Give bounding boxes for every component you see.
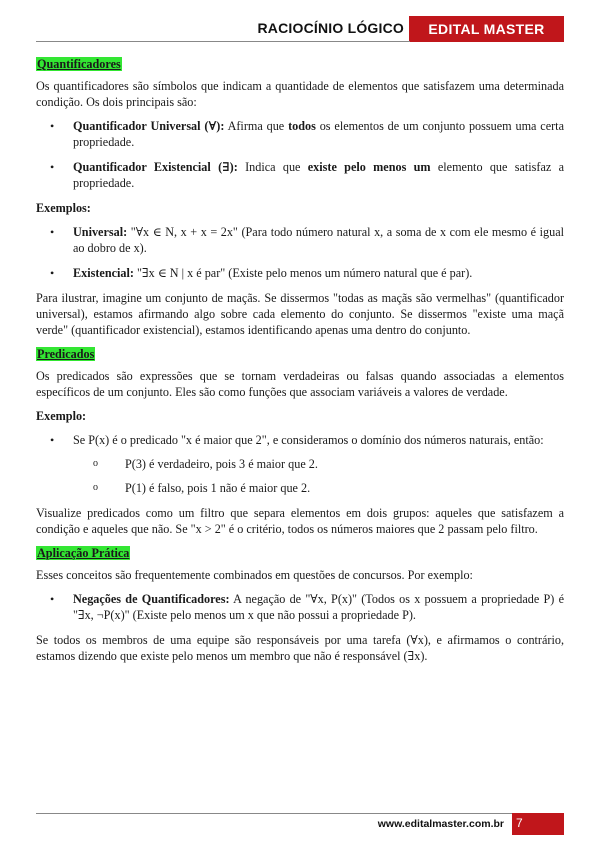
examples-list <box>36 224 564 281</box>
bullet-icon: • <box>50 225 55 239</box>
footer-website-link[interactable]: www.editalmaster.com.br <box>377 818 504 830</box>
aplicacao-list <box>36 591 564 623</box>
footer-divider <box>36 813 512 814</box>
page-footer <box>36 813 564 835</box>
quantificadores-intro: Os quantificadores são símbolos que indicam a quantidade de elementos que satisfazem uma determinada condição. Os dois principais são: <box>36 79 564 109</box>
examples-label: Exemplos: <box>36 201 91 215</box>
header-brand: EDITAL MASTER <box>409 16 564 42</box>
section-heading-aplicacao: Aplicação Prática <box>37 546 130 560</box>
circle-bullet-icon: o <box>93 482 98 493</box>
aplicacao-intro: Esses conceitos são frequentemente combinados em questões de concursos. Por exemplo: <box>36 568 473 582</box>
page-content <box>36 54 564 672</box>
header-divider <box>36 41 410 42</box>
sub-list-item: o P(3) é verdadeiro, pois 3 é maior que 2. <box>93 457 318 471</box>
page-header <box>36 16 564 42</box>
predicados-visualize: Visualize predicados como um filtro que separa elementos em dois grupos: aqueles que satisfazem a condição e aqueles que não. Se "x > 2" é o critério, todos os números maiores que 2 passam pelo filtro. <box>36 506 564 536</box>
list-item: • Existencial: "∃x ∈ N | x é par" (Existe pelo menos um número natural que é par). <box>50 266 473 280</box>
example-label: Exemplo: <box>36 409 87 423</box>
list-item: • Negações de Quantificadores: A negação de "∀x, P(x)" (Todos os x possuem a propriedade P) é "∃x, ¬P(x)" (Existe pelo menos um x que não possui a propriedade P). <box>50 592 564 622</box>
predicados-sub-list <box>73 456 564 496</box>
section-heading-predicados: Predicados <box>37 347 95 361</box>
header-subject: RACIOCÍNIO LÓGICO <box>257 20 404 36</box>
list-item: • Quantificador Universal (∀): Afirma que todos os elementos de um conjunto possuem uma certa propriedade. <box>50 119 564 149</box>
section-heading-quantificadores: Quantificadores <box>37 57 121 71</box>
bullet-icon: • <box>50 433 55 447</box>
predicados-intro: Os predicados são expressões que se tornam verdadeiras ou falsas quando associadas a elementos específicos de um conjunto. Eles são como funções que associam variáveis a valores de verdade. <box>36 369 564 399</box>
page-number-badge <box>512 813 564 835</box>
bullet-icon: • <box>50 119 55 133</box>
list-item: • Universal: "∀x ∈ N, x + x = 2x" (Para todo número natural x, a soma de x com ele mesmo é igual ao dobro de x). <box>50 225 564 255</box>
predicados-example-list <box>36 432 564 496</box>
quantificadores-illustration: Para ilustrar, imagine um conjunto de maçãs. Se dissermos "todas as maçãs são vermelhas" (quantificador universal), estamos afirmando algo sobre cada elemento do conjunto. Se dissermos "existe uma maçã verde" (quantificador existencial), estamos identificando apenas uma dentro do conjunto. <box>36 291 564 337</box>
list-item: • Se P(x) é o predicado "x é maior que 2", e consideramos o domínio dos números naturais, então: o P(3) é verdadeiro, pois 3 é maior que 2. o P(1) é falso, pois 1 não é maior que 2. <box>36 432 564 496</box>
sub-list-item: o P(1) é falso, pois 1 não é maior que 2. <box>93 481 311 495</box>
quantificadores-list <box>36 118 564 191</box>
bullet-icon: • <box>50 266 55 280</box>
circle-bullet-icon: o <box>93 458 98 469</box>
page-number: 7 <box>516 816 523 830</box>
bullet-icon: • <box>50 160 55 174</box>
aplicacao-closing: Se todos os membros de uma equipe são responsáveis por uma tarefa (∀x), e afirmamos o contrário, estamos dizendo que existe pelo menos um membro que não é responsável (∃x). <box>36 633 564 663</box>
list-item: • Quantificador Existencial (∃): Indica que existe pelo menos um elemento que satisfaz a propriedade. <box>50 160 564 190</box>
bullet-icon: • <box>50 592 55 606</box>
